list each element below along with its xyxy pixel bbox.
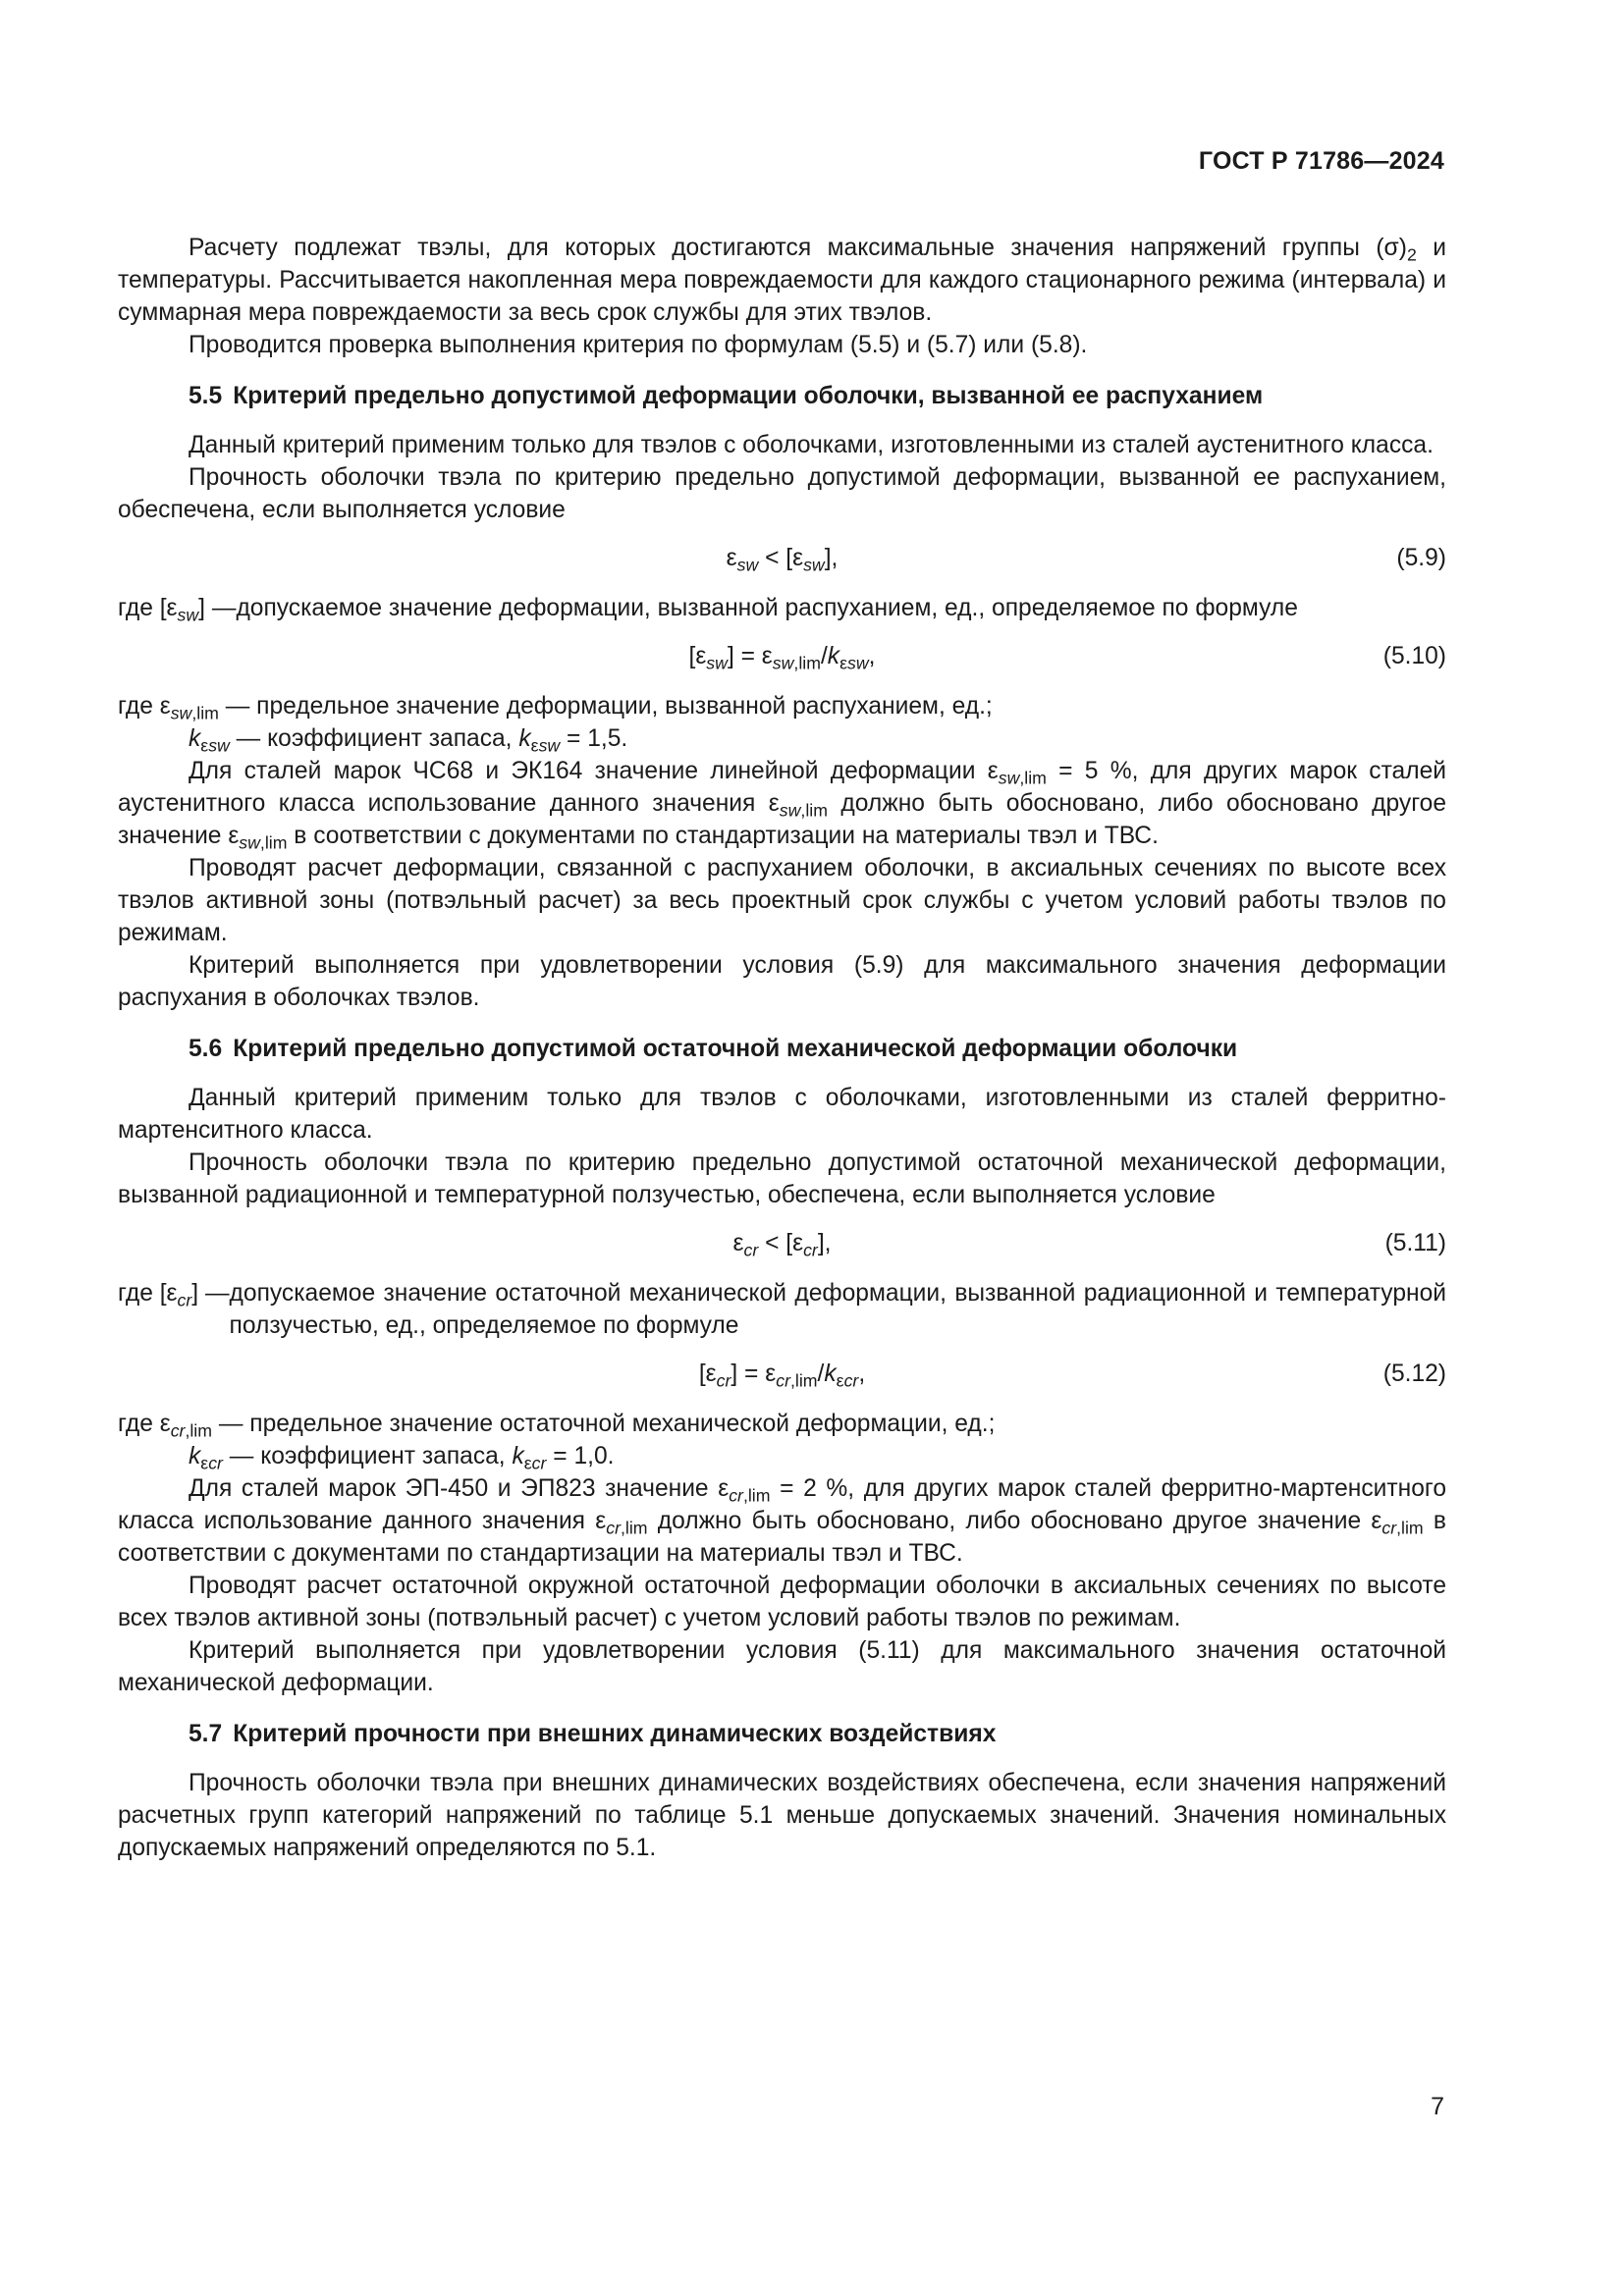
sec57-paragraph-1: Прочность оболочки твэла при внешних динамических воздействиях обеспечена, если значения напряжений расчетных групп категорий напряжений по таблице 5.1 меньше допускаемых значений. Значения номинальных допускаемых напряжений определяются по 5.1. (118, 1770, 1446, 1861)
section-heading-5-5: 5.5 Критерий предельно допустимой деформации оболочки, вызванной ее распуханием (189, 383, 1264, 409)
sec56-paragraph-4: Проводят расчет остаточной окружной остаточной деформации оболочки в аксиальных сечениях по высоте всех твэлов активной зоны (потвэльный расчет) с учетом условий работы твэлов по режимам. (118, 1573, 1446, 1631)
intro-paragraph-1: Расчету подлежат твэлы, для которых достигаются максимальные значения напряжений группы $(\sigma)_2$ и температуры. Рассчитывается накопленная мера повреждаемости для каждого стационарного режима (интервала) и суммарная мера повреждаемости за весь срок службы для этих твэлов. (118, 235, 1446, 326)
formula-5-9 (118, 542, 1446, 574)
section-heading-5-7: 5.7 Критерий прочности при внешних динамических воздействиях (189, 1721, 997, 1747)
formula-expression: $\varepsilon_{sw} < [\varepsilon_{sw}]$, (726, 545, 839, 575)
formula-5-12 (118, 1358, 1446, 1390)
formula-number: (5.10) (1382, 643, 1446, 669)
section-heading-5-6: 5.6 Критерий предельно допустимой остаточной механической деформации оболочки (189, 1036, 1238, 1062)
sec55-paragraph-4: Проводят расчет деформации, связанной с распуханием оболочки, в аксиальных сечениях по высоте всех твэлов активной зоны (потвэльный расчет) за весь проектный срок службы с учетом условий работы твэлов по режимам. (118, 855, 1446, 946)
sec55-k-definition: $k_{\varepsilon sw}$ — коэффициент запаса, $k_{\varepsilon sw} = 1,5$. (189, 725, 628, 756)
sec55-paragraph-2: Прочность оболочки твэла по критерию предельно допустимой деформации, вызванной ее распуханием, обеспечена, если выполняется условие (118, 464, 1446, 523)
page-number: 7 (1431, 2093, 1444, 2120)
sec56-paragraph-5: Критерий выполняется при удовлетворении условия (5.11) для максимального значения остаточной механической деформации. (118, 1637, 1446, 1696)
sec56-paragraph-1: Данный критерий применим только для твэлов с оболочками, изготовленными из сталей ферритно-мартенситного класса. (118, 1085, 1446, 1144)
formula-number: (5.12) (1382, 1361, 1446, 1387)
sec56-paragraph-3: Для сталей марок ЭП-450 и ЭП823 значение $\varepsilon_{cr,lim} = 2$ %, для других марок сталей ферритно-мартенситного класса использование данного значения $\varepsilon_{cr,lim}$ должно быть обосновано, либо обосновано другое значение $\varepsilon_{cr,lim}$ в соответствии с документами по стандартизации на материалы твэл и ТВС. (118, 1475, 1446, 1567)
formula-expression: $[\varepsilon_{sw}] = \varepsilon_{sw,lim}/k_{\varepsilon sw}$, (688, 643, 876, 673)
sec55-paragraph-5: Критерий выполняется при удовлетворении условия (5.9) для максимального значения деформации распухания в оболочках твэлов. (118, 952, 1446, 1011)
sec56-k-definition: $k_{\varepsilon cr}$ — коэффициент запаса, $k_{\varepsilon cr} = 1,0$. (189, 1443, 615, 1473)
formula-5-11 (118, 1227, 1446, 1259)
formula-expression: $[\varepsilon_{cr}] = \varepsilon_{cr,lim}/k_{\varepsilon cr}$, (698, 1361, 866, 1391)
sec56-where-2: где $\varepsilon_{cr,lim}$ — предельное значение остаточной механической деформации, ед.; (118, 1411, 996, 1441)
sec55-paragraph-3: Для сталей марок ЧС68 и ЭК164 значение линейной деформации $\varepsilon_{sw,lim} = 5$ %, для других марок сталей аустенитного класса использование данного значения $\varepsilon_{sw,lim}$ должно быть обосновано, либо обосновано другое значение $\varepsilon_{sw,lim}$ в соответствии с документами по стандартизации на материалы твэл и ТВС. (118, 758, 1447, 853)
sec56-where-1: где $[\varepsilon_{cr}]$ — допускаемое значение остаточной механической деформации, вызванной радиационной и температурной ползучестью, ед., определяемое по формуле (118, 1280, 1446, 1339)
sec55-where-1: где $[\varepsilon_{sw}]$ — допускаемое значение деформации, вызванной распуханием, ед., определяемое по формуле (118, 595, 1298, 625)
sec55-paragraph-1: Данный критерий применим только для твэлов с оболочками, изготовленными из сталей аустенитного класса. (189, 432, 1434, 458)
document-header: ГОСТ Р 71786—2024 (1198, 147, 1444, 175)
sec56-paragraph-2: Прочность оболочки твэла по критерию предельно допустимой остаточной механической деформации, вызванной радиационной и температурной ползучестью, обеспечена, если выполняется условие (118, 1149, 1446, 1208)
formula-number: (5.9) (1396, 545, 1446, 571)
document-body (118, 232, 1446, 1864)
formula-number: (5.11) (1384, 1230, 1446, 1256)
formula-5-10 (118, 640, 1446, 672)
formula-expression: $\varepsilon_{cr} < [\varepsilon_{cr}]$, (732, 1230, 832, 1260)
intro-paragraph-2: Проводится проверка выполнения критерия по формулам (5.5) и (5.7) или (5.8). (189, 332, 1088, 358)
sec55-where-2: где $\varepsilon_{sw,lim}$ — предельное значение деформации, вызванной распуханием, ед.; (118, 693, 993, 723)
